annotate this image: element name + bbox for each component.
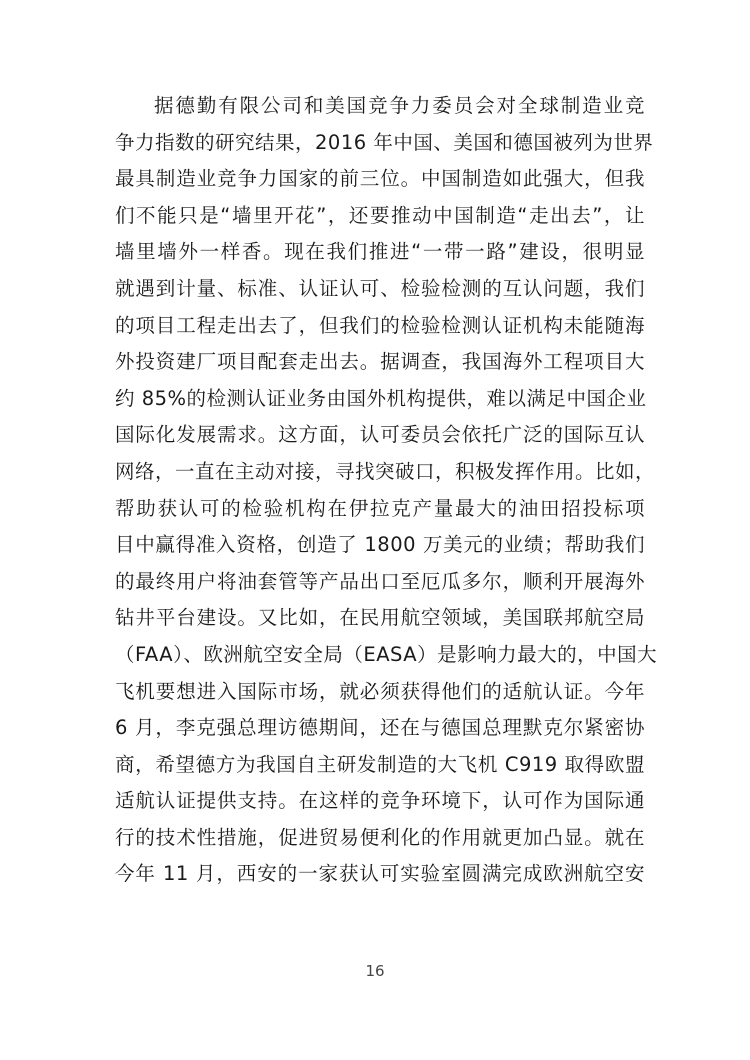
text-line: 6 月，李克强总理访德期间，还在与德国总理默克尔紧密协 [115, 716, 645, 740]
text-line: 的最终用户将油套管等产品出口至厄瓜多尔，顺利开展海外 [115, 569, 645, 593]
text-line: 今年 11 月，西安的一家获认可实验室圆满完成欧洲航空安 [115, 862, 645, 886]
text-line: 墙里墙外一样香。现在我们推进“一带一路”建设，很明显 [115, 240, 645, 264]
text-line: 飞机要想进入国际市场，就必须获得他们的适航认证。今年 [115, 679, 645, 703]
text-line: 外投资建厂项目配套走出去。据调查，我国海外工程项目大 [115, 350, 645, 374]
text-line: 钻井平台建设。又比如，在民用航空领域，美国联邦航空局 [115, 606, 645, 630]
text-line: 目中赢得准入资格，创造了 1800 万美元的业绩；帮助我们 [115, 533, 645, 557]
text-line: 就遇到计量、标准、认证认可、检验检测的互认问题，我们 [115, 276, 645, 300]
text-line: 争力指数的研究结果，2016 年中国、美国和德国被列为世界 [115, 130, 654, 154]
text-line: 适航认证提供支持。在这样的竞争环境下，认可作为国际通 [115, 789, 645, 813]
text-line: 商，希望德方为我国自主研发制造的大飞机 C919 取得欧盟 [115, 752, 645, 776]
page-number: 16 [365, 962, 385, 980]
body-paragraph [115, 88, 658, 893]
text-line: 国际化发展需求。这方面，认可委员会依托广泛的国际互认 [115, 423, 645, 447]
text-line: 最具制造业竞争力国家的前三位。中国制造如此强大，但我 [115, 167, 645, 191]
text-line: 约 85%的检测认证业务由国外机构提供，难以满足中国企业 [115, 386, 647, 410]
text-line: 行的技术性措施，促进贸易便利化的作用就更加凸显。就在 [115, 825, 645, 849]
text-line: 们不能只是“墙里开花”，还要推动中国制造“走出去”，让 [115, 203, 645, 227]
text-line: （FAA）、欧洲航空安全局（EASA）是影响力最大的，中国大 [115, 642, 658, 666]
text-line: 据德勤有限公司和美国竞争力委员会对全球制造业竞 [154, 94, 645, 117]
text-line: 的项目工程走出去了，但我们的检验检测认证机构未能随海 [115, 313, 645, 337]
text-line: 网络，一直在主动对接，寻找突破口，积极发挥作用。比如， [115, 459, 656, 483]
text-line: 帮助获认可的检验机构在伊拉克产量最大的油田招投标项 [115, 496, 645, 520]
